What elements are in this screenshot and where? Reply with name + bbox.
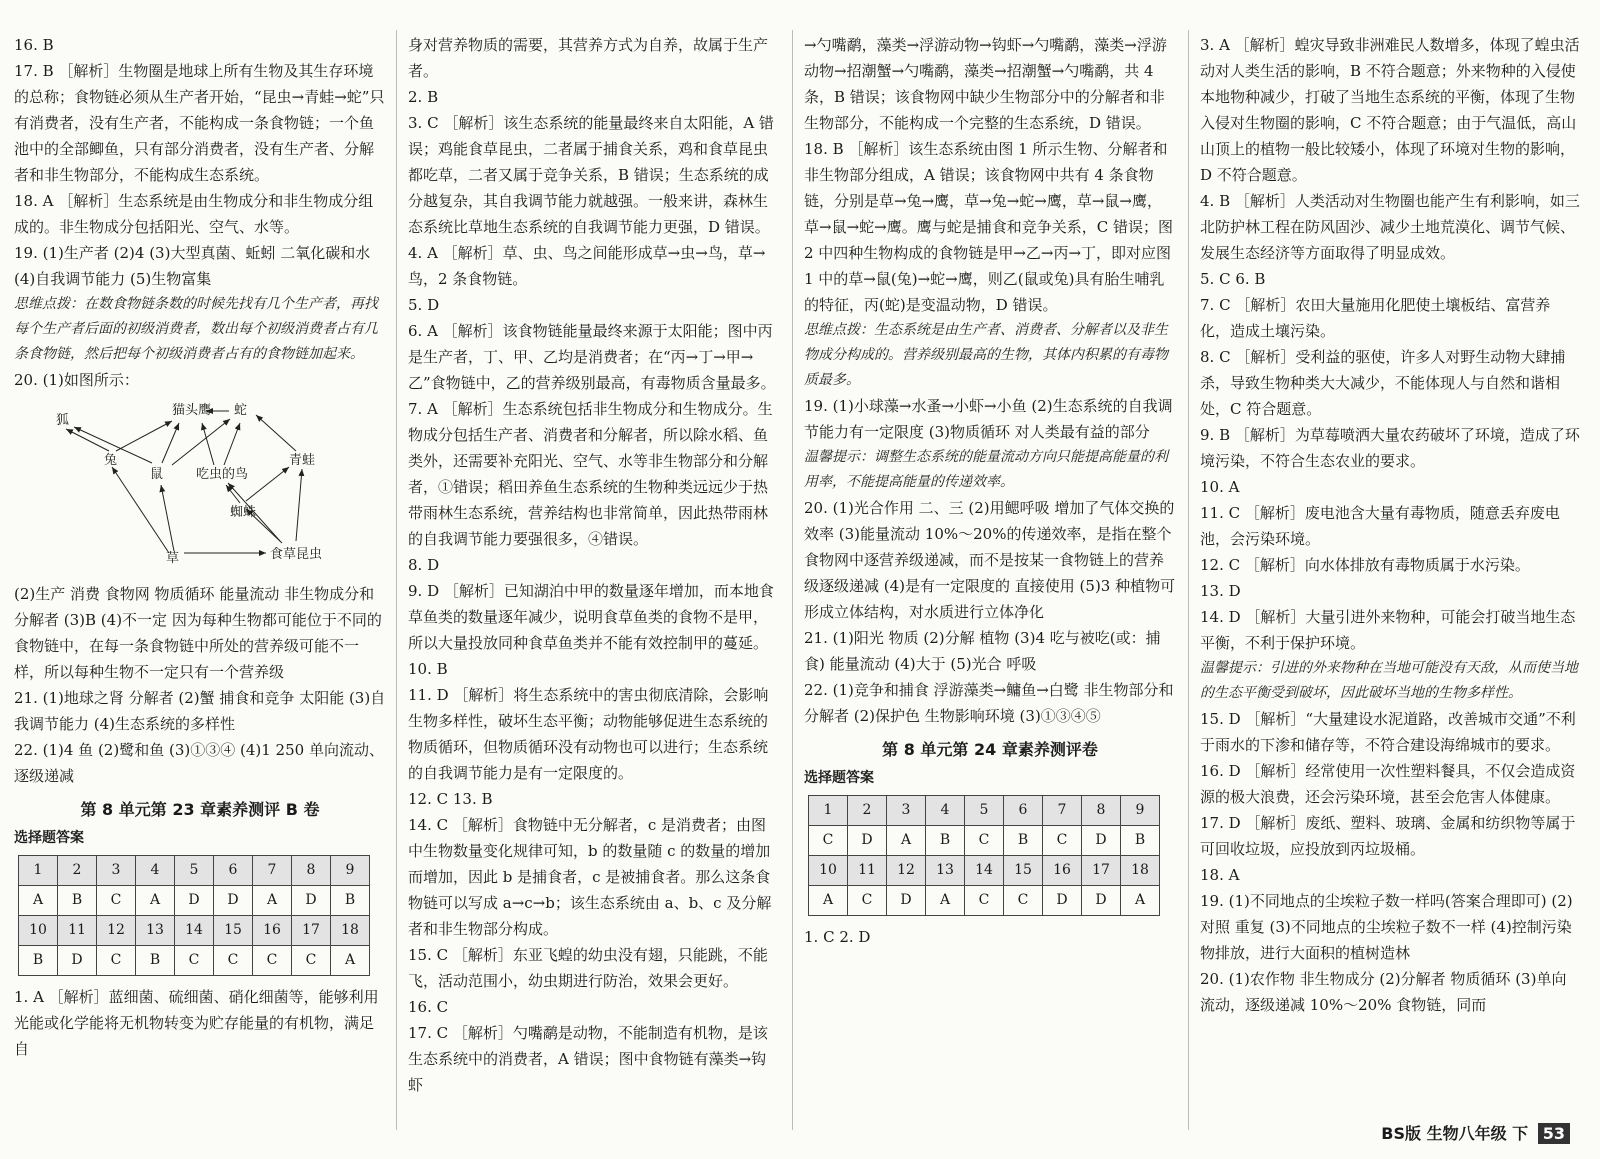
- answer-cell: C: [97, 946, 136, 976]
- answer-item: 22. (1)竞争和捕食 浮游藻类→鳙鱼→白鹭 非生物部分和分解者 (2)保护色 生物影响环境 (3)①③④⑤: [804, 681, 1174, 725]
- answer-item: 12. C ［解析］向水体排放有毒物质属于水污染。: [1200, 556, 1530, 574]
- answer-item: 17. D ［解析］废纸、塑料、玻璃、金属和纺织物等属于可回收垃圾，应投放到丙垃圾桶。: [1200, 814, 1576, 858]
- answer-item: 14. D ［解析］大量引进外来物种，可能会打破当地生态平衡，不利于保护环境。: [1200, 608, 1576, 652]
- answer-item: 16. B: [14, 36, 54, 54]
- table-row: [809, 796, 1160, 826]
- answer-cell: D: [848, 826, 887, 856]
- answer-cell: 1: [809, 796, 848, 826]
- answer-cell: D: [214, 886, 253, 916]
- answer-cell: B: [1121, 826, 1160, 856]
- answer-item: 11. C ［解析］废电池含大量有毒物质，随意丢弃废电池，会污染环境。: [1200, 504, 1560, 548]
- table-row: [809, 856, 1160, 886]
- answer-cell: B: [19, 946, 58, 976]
- answer-cell: C: [809, 826, 848, 856]
- answer-cell: D: [1082, 826, 1121, 856]
- answer-item: 11. D ［解析］将生态系统中的害虫彻底清除，会影响生物多样性，破坏生态平衡；动物能够促进生态系统的物质循环，但物质循环没有动物也可以进行；生态系统的自我调节能力是有一定限度的。: [408, 686, 769, 782]
- edition-label: BS版 生物八年级 下: [1381, 1124, 1529, 1143]
- answer-cell: 2: [848, 796, 887, 826]
- warm-tip: 温馨提示：调整生态系统的能量流动方向只能提高能量的利用率，不能提高能量的传递效率。: [804, 449, 1168, 490]
- table-row: [809, 886, 1160, 916]
- answer-cell: A: [1121, 886, 1160, 916]
- answer-cell: 17: [292, 916, 331, 946]
- section-title: 第 8 单元第 23 章素养测评 B 卷: [80, 800, 320, 819]
- answer-item: 21. (1)阳光 物质 (2)分解 植物 (3)4 吃与被吃(或：捕食) 能量流动 (4)大于 (5)光合 呼吸: [804, 629, 1161, 673]
- page-number: 53: [1538, 1123, 1570, 1144]
- answer-cell: A: [253, 886, 292, 916]
- answer-item: 4. A ［解析］草、虫、鸟之间能形成草→虫→鸟，草→鸟，2 条食物链。: [408, 244, 766, 288]
- answer-cell: C: [292, 946, 331, 976]
- answer-cell: 8: [1082, 796, 1121, 826]
- node-bird: 吃虫的鸟: [196, 467, 249, 482]
- answer-item: 1. C 2. D: [804, 928, 871, 946]
- answer-item: 9. B ［解析］为草莓喷洒大量农药破坏了环境，造成了环境污染，不符合生态农业的要求。: [1200, 426, 1580, 470]
- answer-cell: C: [1043, 826, 1082, 856]
- page-footer: [1381, 1121, 1570, 1147]
- answer-cell: 16: [253, 916, 292, 946]
- answer-cell: 4: [136, 856, 175, 886]
- table-row: [19, 856, 370, 886]
- answer-cell: 15: [214, 916, 253, 946]
- column-1: [14, 32, 386, 1062]
- answer-cell: 7: [253, 856, 292, 886]
- answer-item: 9. D ［解析］已知湖泊中甲的数量逐年增加，而本地食草鱼类的数量逐年减少，说明食草鱼类的食物不是甲，所以大量投放同种食草鱼类并不能有效控制甲的蔓延。: [408, 582, 774, 652]
- answer-cell: 3: [97, 856, 136, 886]
- answer-item: 18. A: [1200, 866, 1240, 884]
- answer-cell: 9: [1121, 796, 1160, 826]
- answer-item: 20. (1)如图所示：: [14, 371, 139, 389]
- answer-item: →勺嘴鹬，藻类→浮游动物→钩虾→勺嘴鹬，藻类→浮游动物→招潮蟹→勺嘴鹬，藻类→招潮蟹→勺嘴鹬，共 4 条，B 错误；该食物网中缺少生物部分中的分解者和非生物部分，不能构成一个完整的生态系统，D 错误。: [804, 36, 1167, 132]
- answer-cell: A: [331, 946, 370, 976]
- answer-item: 8. C ［解析］受利益的驱使，许多人对野生动物大肆捕杀，导致生物种类大大减少，不能体现人与自然和谐相处，C 符合题意。: [1200, 348, 1566, 418]
- answer-cell: C: [848, 886, 887, 916]
- answer-cell: 6: [1004, 796, 1043, 826]
- answer-cell: 1: [19, 856, 58, 886]
- answer-cell: D: [292, 886, 331, 916]
- arrow-frog-snake: [256, 415, 296, 451]
- arrow-bird-snake: [224, 423, 240, 465]
- answer-item: 10. A: [1200, 478, 1240, 496]
- answer-cell: B: [58, 886, 97, 916]
- answer-item: 20. (1)光合作用 二、三 (2)用鳃呼吸 增加了气体交换的效率 (3)能量流动 10%～20%的传递效率，是指在整个食物网中逐营养级递减，而不是按某一食物链上的营养级逐级递减 (4)是有一定限度的 直接使用 (5)3 种植物可形成立体结构，对水质进行立体净化: [804, 499, 1176, 621]
- answer-cell: 18: [1121, 856, 1160, 886]
- warm-tip: 温馨提示：引进的外来物种在当地可能没有天敌，从而使当地的生态平衡受到破坏，因此破坏当地的生物多样性。: [1200, 660, 1578, 701]
- answer-cell: 7: [1043, 796, 1082, 826]
- arrow-bird-owl: [202, 423, 214, 465]
- answer-item: 3. C ［解析］该生态系统的能量最终来自太阳能，A 错误；鸡能食草昆虫，二者属于捕食关系，鸡和食草昆虫都吃草，二者又属于竞争关系，B 错误；生态系统的成分越复杂，其自我调节能力就越强。一般来讲，森林生态系统比草地生态系统的自我调节能力更强，D 错误。: [408, 114, 774, 236]
- answer-cell: 3: [887, 796, 926, 826]
- answer-cell: C: [965, 826, 1004, 856]
- table-label: 选择题答案: [14, 830, 84, 846]
- answer-cell: 5: [965, 796, 1004, 826]
- column-4: [1200, 32, 1580, 1018]
- answer-cell: A: [926, 886, 965, 916]
- answer-cell: 11: [848, 856, 887, 886]
- answer-item: 3. A ［解析］蝗灾导致非洲难民人数增多，体现了蝗虫活动对人类生活的影响，B 不符合题意；外来物种的入侵使本地物种减少，打破了当地生态系统的平衡，体现了生物入侵对生物圈的影响，C 不符合题意；由于气温低，高山山顶上的植物一般比较矮小，体现了环境对生物的影响，D 不符合题意。: [1200, 36, 1580, 184]
- answer-cell: D: [887, 886, 926, 916]
- answer-item: 21. (1)地球之肾 分解者 (2)蟹 捕食和竞争 太阳能 (3)自我调节能力 (4)生态系统的多样性: [14, 689, 386, 733]
- answer-cell: 12: [887, 856, 926, 886]
- arrow-grass-mouse: [161, 485, 174, 551]
- answer-cell: A: [887, 826, 926, 856]
- node-owl: 猫头鹰: [172, 403, 212, 418]
- answer-cell: 11: [58, 916, 97, 946]
- column-2: [408, 32, 780, 1098]
- answer-cell: D: [175, 886, 214, 916]
- answer-item: 19. (1)不同地点的尘埃粒子数一样吗(答案合理即可) (2)对照 重复 (3)不同地点的尘埃粒子数不一样 (4)控制污染物排放，进行大面积的植树造林: [1200, 892, 1573, 962]
- node-rabbit: 兔: [104, 453, 118, 468]
- answer-cell: C: [253, 946, 292, 976]
- answer-item: 22. (1)4 鱼 (2)鹭和鱼 (3)①③④ (4)1 250 单向流动、逐级递减: [14, 741, 384, 785]
- answer-item: 5. D: [408, 296, 440, 314]
- answer-item: 身对营养物质的需要，其营养方式为自养，故属于生产者。: [408, 36, 769, 80]
- arrow-mouse-owl: [162, 423, 179, 463]
- answer-item: 18. B ［解析］该生态系统由图 1 所示生物、分解者和非生物部分组成，A 错误；该食物网中共有 4 条食物链，分别是草→兔→鹰，草→兔→蛇→鹰，草→鼠→鹰，草→鼠→蛇→鹰。鹰与蛇是捕食和竞争关系，C 错误；图 2 中四种生物构成的食物链是甲→乙→丙→丁，即对应图 1 中的草→鼠(兔)→蛇→鹰，则乙(鼠或兔)具有胎生哺乳的特征，丙(蛇)是变温动物，D 错误。: [804, 140, 1173, 314]
- answer-table: [808, 795, 1160, 916]
- node-snake: 蛇: [234, 403, 248, 418]
- answer-cell: A: [809, 886, 848, 916]
- node-grass: 草: [166, 551, 180, 566]
- answer-cell: 18: [331, 916, 370, 946]
- answer-cell: 9: [331, 856, 370, 886]
- answer-item: 18. A ［解析］生态系统是由生物成分和非生物成分组成的。非生物成分包括阳光、空气、水等。: [14, 192, 374, 236]
- answer-item: 5. C 6. B: [1200, 270, 1266, 288]
- answer-item: 14. C ［解析］食物链中无分解者，c 是消费者；由图中生物数量变化规律可知，b 的数量随 c 的数量的增加而增加，因此 b 是捕食者，c 是被捕食者。那么这条食物链可以写成 a→c→b；该生态系统由 a、b、c 及分解者和非生物部分构成。: [408, 816, 772, 938]
- table-row: [19, 946, 370, 976]
- answer-cell: C: [1004, 886, 1043, 916]
- node-frog: 青蛙: [289, 453, 316, 468]
- table-label: 选择题答案: [804, 770, 874, 786]
- column-divider: [396, 30, 397, 1130]
- answer-cell: 13: [136, 916, 175, 946]
- answer-item: 6. A ［解析］该食物链能量最终来源于太阳能；图中丙是生产者，丁、甲、乙均是消费者；在“丙→丁→甲→乙”食物链中，乙的营养级别最高，有毒物质含量最多。: [408, 322, 776, 392]
- node-insect: 食草昆虫: [270, 547, 323, 562]
- answer-cell: C: [965, 886, 1004, 916]
- answer-item: 13. D: [1200, 582, 1241, 600]
- answer-cell: B: [926, 826, 965, 856]
- answer-cell: 15: [1004, 856, 1043, 886]
- answer-item: 10. B: [408, 660, 448, 678]
- answer-cell: C: [175, 946, 214, 976]
- answer-cell: A: [19, 886, 58, 916]
- answer-cell: 17: [1082, 856, 1121, 886]
- section-title: 第 8 单元第 24 章素养测评卷: [882, 740, 1098, 759]
- answer-item: 17. C ［解析］勺嘴鹬是动物，不能制造有机物，是该生态系统中的消费者，A 错误；图中食物链有藻类→钩虾: [408, 1024, 768, 1094]
- answer-cell: B: [136, 946, 175, 976]
- answer-cell: D: [1043, 886, 1082, 916]
- arrow-insect-frog: [296, 469, 302, 541]
- arrow-rabbit-owl: [116, 421, 172, 451]
- column-3: [804, 32, 1176, 950]
- answer-item: 7. A ［解析］生态系统包括非生物成分和生物成分。生物成分包括生产者、消费者和分解者，所以除水稻、鱼类外，还需要补充阳光、空气、水等非生物部分和分解者，①错误；稻田养鱼生态系统的生物种类远远少于热带雨林生态系统，营养结构也非常简单，因此热带雨林的自我调节能力要强很多，④错误。: [408, 400, 773, 548]
- thinking-tip: 思维点拨：生态系统是由生产者、消费者、分解者以及非生物成分构成的。营养级别最高的生物，其体内积累的有毒物质最多。: [804, 322, 1168, 388]
- answer-cell: 16: [1043, 856, 1082, 886]
- answer-cell: A: [136, 886, 175, 916]
- answer-cell: 13: [926, 856, 965, 886]
- answer-cell: 12: [97, 916, 136, 946]
- answer-cell: D: [1082, 886, 1121, 916]
- answer-cell: C: [214, 946, 253, 976]
- answer-item: 4. B ［解析］人类活动对生物圈也能产生有利影响，如三北防护林工程在防风固沙、减少土地荒漠化、调节气候、发展生态经济等方面取得了明显成效。: [1200, 192, 1580, 262]
- answer-item: 16. C: [408, 998, 449, 1016]
- answer-cell: C: [97, 886, 136, 916]
- answer-cell: 6: [214, 856, 253, 886]
- answer-item: 8. D: [408, 556, 440, 574]
- thinking-tip: 思维点拨：在数食物链条数的时候先找有几个生产者，再找每个生产者后面的初级消费者，数出每个初级消费者占有几条食物链，然后把每个初级消费者占有的食物链加起来。: [14, 296, 378, 362]
- column-divider: [792, 30, 793, 1130]
- answer-cell: 14: [175, 916, 214, 946]
- answer-cell: B: [331, 886, 370, 916]
- table-row: [19, 886, 370, 916]
- answer-item: 2. B: [408, 88, 439, 106]
- answer-cell: 4: [926, 796, 965, 826]
- answer-item: 1. A ［解析］蓝细菌、硫细菌、硝化细菌等，能够利用光能或化学能将无机物转变为贮存能量的有机物，满足自: [14, 988, 379, 1058]
- arrow-spider-frog: [246, 467, 289, 501]
- answer-item: 12. C 13. B: [408, 790, 493, 808]
- node-spider: 蜘蛛: [230, 505, 257, 520]
- answer-cell: 5: [175, 856, 214, 886]
- table-row: [19, 916, 370, 946]
- answer-cell: 2: [58, 856, 97, 886]
- answer-item: 17. B ［解析］生物圈是地球上所有生物及其生存环境的总称；食物链必须从生产者开始，“昆虫→青蛙→蛇”只有消费者，没有生产者，不能构成一条食物链；一个鱼池中的全部鲫鱼，只有部分消费者，没有生产者、分解者和非生物部分，不能构成生态系统。: [14, 62, 385, 184]
- arrow-mouse-snake: [172, 419, 230, 465]
- answer-item: 19. (1)小球藻→水蚤→小虾→小鱼 (2)生态系统的自我调节能力有一定限度 (3)物质循环 对人类最有益的部分: [804, 397, 1173, 441]
- answer-cell: B: [1004, 826, 1043, 856]
- answer-cell: 8: [292, 856, 331, 886]
- node-fox: 狐: [56, 413, 70, 428]
- answer-item: 15. D ［解析］“大量建设水泥道路，改善城市交通”不利于雨水的下渗和储存等，不符合建设海绵城市的要求。: [1200, 710, 1576, 754]
- answer-item: 20. (1)农作物 非生物成分 (2)分解者 物质循环 (3)单向流动，逐级递减 10%～20% 食物链，同而: [1200, 970, 1567, 1014]
- answer-item: (2)生产 消费 食物网 物质循环 能量流动 非生物成分和分解者 (3)B (4)不一定 因为每种生物都可能位于不同的食物链中，在每一条食物链中所处的营养级可能不一样，所以每种生物不一定只有一个营养级: [14, 585, 382, 681]
- column-divider: [1188, 30, 1189, 1130]
- food-web-arrows: [34, 401, 374, 571]
- answer-item: 15. C ［解析］东亚飞蝗的幼虫没有翅，只能跳，不能飞，活动范围小，幼虫期进行防治，效果会更好。: [408, 946, 768, 990]
- answer-item: 19. (1)生产者 (2)4 (3)大型真菌、蚯蚓 二氧化碳和水 (4)自我调节能力 (5)生物富集: [14, 244, 371, 288]
- node-mouse: 鼠: [150, 467, 164, 482]
- answer-cell: D: [58, 946, 97, 976]
- answer-cell: 10: [809, 856, 848, 886]
- answer-item: 7. C ［解析］农田大量施用化肥使土壤板结、富营养化，造成土壤污染。: [1200, 296, 1551, 340]
- answer-item: 16. D ［解析］经常使用一次性塑料餐具，不仅会造成资源的极大浪费，还会污染环境，甚至会危害人体健康。: [1200, 762, 1576, 806]
- answer-table: [18, 855, 370, 976]
- food-web-diagram: [34, 401, 374, 571]
- answer-cell: 14: [965, 856, 1004, 886]
- table-row: [809, 826, 1160, 856]
- answer-cell: 10: [19, 916, 58, 946]
